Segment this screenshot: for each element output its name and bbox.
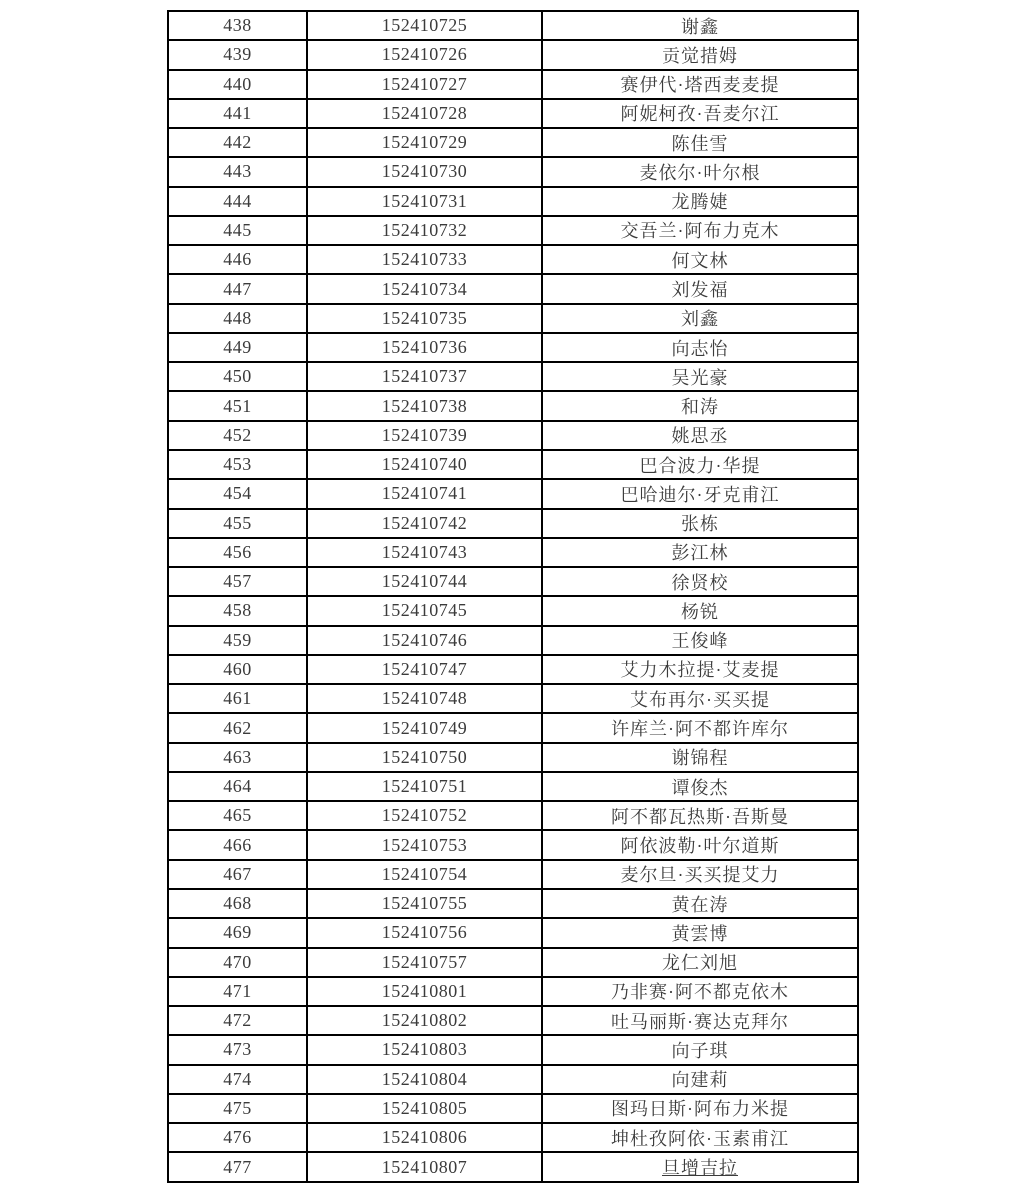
candidate-name-cell: 和涛 [542,391,858,420]
candidate-id-cell: 152410755 [307,889,542,918]
serial-number-cell: 461 [168,684,307,713]
candidate-id-cell: 152410734 [307,274,542,303]
candidate-name-cell: 阿依波勒·叶尔道斯 [542,830,858,859]
table-row [168,509,858,538]
table-row [168,684,858,713]
table-row [168,830,858,859]
table-row [168,450,858,479]
table-row [168,626,858,655]
candidate-id-cell: 152410751 [307,772,542,801]
serial-number-cell: 449 [168,333,307,362]
table-row [168,70,858,99]
candidate-name-cell: 张栋 [542,509,858,538]
candidate-id-cell: 152410804 [307,1065,542,1094]
candidate-name-cell: 黄雲博 [542,918,858,947]
candidate-id-cell: 152410739 [307,421,542,450]
candidate-name-cell: 龙腾婕 [542,187,858,216]
table-row [168,655,858,684]
serial-number-cell: 447 [168,274,307,303]
table-row [168,421,858,450]
candidate-name-cell: 麦依尔·叶尔根 [542,157,858,186]
candidate-id-cell: 152410744 [307,567,542,596]
serial-number-cell: 473 [168,1035,307,1064]
table-row [168,99,858,128]
table-row [168,1035,858,1064]
serial-number-cell: 465 [168,801,307,830]
candidate-id-cell: 152410740 [307,450,542,479]
serial-number-cell: 466 [168,830,307,859]
serial-number-cell: 441 [168,99,307,128]
serial-number-cell: 439 [168,40,307,69]
candidate-name-cell: 谭俊杰 [542,772,858,801]
table-row [168,889,858,918]
serial-number-cell: 464 [168,772,307,801]
candidate-id-cell: 152410745 [307,596,542,625]
candidate-name-cell: 乃非赛·阿不都克依木 [542,977,858,1006]
candidate-id-cell: 152410748 [307,684,542,713]
table-row [168,187,858,216]
candidate-id-cell: 152410742 [307,509,542,538]
table-row [168,479,858,508]
candidate-id-cell: 152410732 [307,216,542,245]
table-row [168,977,858,1006]
serial-number-cell: 438 [168,11,307,40]
table-row [168,1123,858,1152]
serial-number-cell: 448 [168,304,307,333]
candidate-id-cell: 152410757 [307,948,542,977]
candidate-id-cell: 152410735 [307,304,542,333]
serial-number-cell: 458 [168,596,307,625]
table-row [168,801,858,830]
serial-number-cell: 456 [168,538,307,567]
candidate-name-cell: 杨锐 [542,596,858,625]
serial-number-cell: 467 [168,860,307,889]
candidate-name-cell: 彭江林 [542,538,858,567]
candidate-name-cell: 向子琪 [542,1035,858,1064]
serial-number-cell: 469 [168,918,307,947]
candidate-name-cell: 艾布再尔·买买提 [542,684,858,713]
serial-number-cell: 451 [168,391,307,420]
serial-number-cell: 440 [168,70,307,99]
candidate-id-cell: 152410737 [307,362,542,391]
candidate-id-cell: 152410756 [307,918,542,947]
serial-number-cell: 444 [168,187,307,216]
candidate-id-cell: 152410729 [307,128,542,157]
table-row [168,362,858,391]
table-row [168,216,858,245]
candidate-name-cell: 刘发福 [542,274,858,303]
candidate-name-cell: 图玛日斯·阿布力米提 [542,1094,858,1123]
table-row [168,538,858,567]
roster-table-body [168,11,858,1182]
candidate-name-cell: 刘鑫 [542,304,858,333]
candidate-name-cell: 向志怡 [542,333,858,362]
serial-number-cell: 445 [168,216,307,245]
candidate-name-cell: 吐马丽斯·赛达克拜尔 [542,1006,858,1035]
candidate-name-cell: 向建莉 [542,1065,858,1094]
serial-number-cell: 455 [168,509,307,538]
candidate-id-cell: 152410803 [307,1035,542,1064]
serial-number-cell: 450 [168,362,307,391]
candidate-id-cell: 152410801 [307,977,542,1006]
candidate-id-cell: 152410752 [307,801,542,830]
table-row [168,713,858,742]
table-row [168,245,858,274]
candidate-id-cell: 152410731 [307,187,542,216]
serial-number-cell: 452 [168,421,307,450]
candidate-id-cell: 152410805 [307,1094,542,1123]
candidate-id-cell: 152410726 [307,40,542,69]
candidate-name-cell: 麦尔旦·买买提艾力 [542,860,858,889]
candidate-id-cell: 152410741 [307,479,542,508]
serial-number-cell: 470 [168,948,307,977]
table-row [168,391,858,420]
candidate-name-cell: 阿不都瓦热斯·吾斯曼 [542,801,858,830]
serial-number-cell: 463 [168,743,307,772]
candidate-name-cell: 巴哈迪尔·牙克甫江 [542,479,858,508]
table-row [168,274,858,303]
serial-number-cell: 474 [168,1065,307,1094]
candidate-name-cell: 谢鑫 [542,11,858,40]
serial-number-cell: 443 [168,157,307,186]
serial-number-cell: 453 [168,450,307,479]
candidate-id-cell: 152410743 [307,538,542,567]
candidate-name-cell: 坤杜孜阿依·玉素甫江 [542,1123,858,1152]
candidate-name-cell: 龙仁刘旭 [542,948,858,977]
candidate-name-cell: 何文林 [542,245,858,274]
serial-number-cell: 454 [168,479,307,508]
candidate-id-cell: 152410728 [307,99,542,128]
candidate-id-cell: 152410747 [307,655,542,684]
table-row [168,304,858,333]
candidate-id-cell: 152410749 [307,713,542,742]
candidate-id-cell: 152410727 [307,70,542,99]
candidate-id-cell: 152410753 [307,830,542,859]
candidate-name-cell: 许库兰·阿不都许库尔 [542,713,858,742]
candidate-name-cell: 谢锦程 [542,743,858,772]
serial-number-cell: 457 [168,567,307,596]
candidate-name-cell: 阿妮柯孜·吾麦尔江 [542,99,858,128]
candidate-id-cell: 152410807 [307,1152,542,1182]
table-row [168,1094,858,1123]
candidate-name-cell: 旦增吉拉 [542,1152,858,1182]
candidate-id-cell: 152410738 [307,391,542,420]
table-row [168,1152,858,1182]
candidate-id-cell: 152410750 [307,743,542,772]
candidate-id-cell: 152410730 [307,157,542,186]
candidate-name-cell: 黄在涛 [542,889,858,918]
serial-number-cell: 442 [168,128,307,157]
table-row [168,596,858,625]
table-row [168,918,858,947]
table-row [168,1065,858,1094]
candidate-name-cell: 王俊峰 [542,626,858,655]
table-row [168,11,858,40]
candidate-id-cell: 152410725 [307,11,542,40]
serial-number-cell: 462 [168,713,307,742]
candidate-id-cell: 152410746 [307,626,542,655]
serial-number-cell: 477 [168,1152,307,1182]
candidate-id-cell: 152410806 [307,1123,542,1152]
roster-table [167,10,859,1183]
candidate-id-cell: 152410802 [307,1006,542,1035]
table-row [168,567,858,596]
serial-number-cell: 471 [168,977,307,1006]
table-row [168,157,858,186]
table-row [168,1006,858,1035]
table-row [168,860,858,889]
serial-number-cell: 472 [168,1006,307,1035]
candidate-name-cell: 陈佳雪 [542,128,858,157]
serial-number-cell: 468 [168,889,307,918]
candidate-name-cell: 赛伊代·塔西麦麦提 [542,70,858,99]
serial-number-cell: 446 [168,245,307,274]
candidate-name-cell: 贡觉措姆 [542,40,858,69]
table-row [168,772,858,801]
table-row [168,948,858,977]
serial-number-cell: 476 [168,1123,307,1152]
candidate-name-cell: 徐贤校 [542,567,858,596]
table-row [168,743,858,772]
candidate-name-cell: 吴光豪 [542,362,858,391]
candidate-name-cell: 姚思丞 [542,421,858,450]
table-row [168,333,858,362]
candidate-id-cell: 152410733 [307,245,542,274]
candidate-name-cell: 巴合波力·华提 [542,450,858,479]
serial-number-cell: 459 [168,626,307,655]
candidate-name-cell: 艾力木拉提·艾麦提 [542,655,858,684]
table-row [168,40,858,69]
serial-number-cell: 460 [168,655,307,684]
candidate-id-cell: 152410754 [307,860,542,889]
serial-number-cell: 475 [168,1094,307,1123]
candidate-id-cell: 152410736 [307,333,542,362]
table-row [168,128,858,157]
candidate-name-cell: 交吾兰·阿布力克木 [542,216,858,245]
